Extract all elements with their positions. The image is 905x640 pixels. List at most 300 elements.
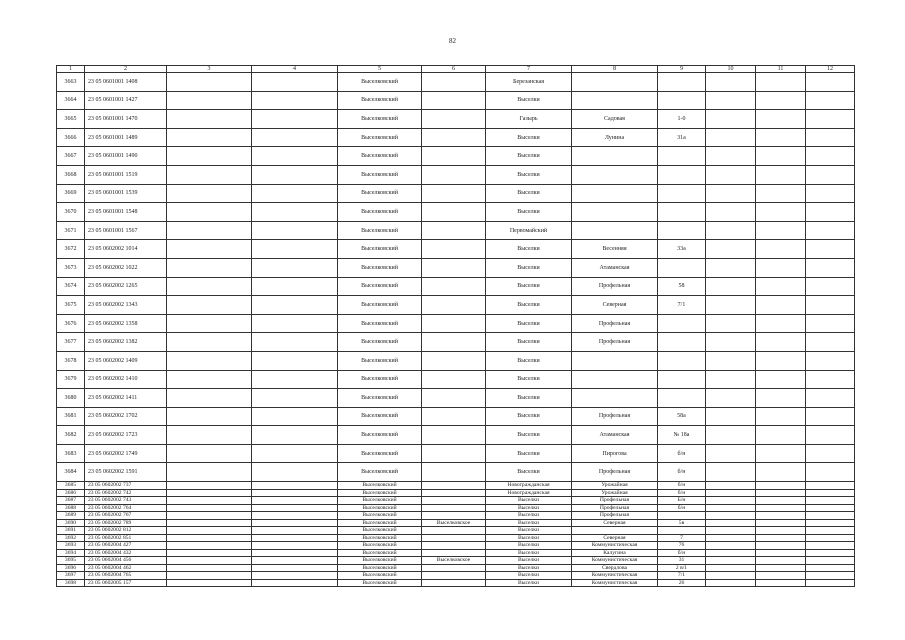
cell-row-number: 3679 xyxy=(57,370,85,389)
cell-col-10 xyxy=(706,91,756,110)
cell-row-number: 3667 xyxy=(57,147,85,166)
cell-locality: Выселки xyxy=(486,564,572,572)
cell-district: Выселковский xyxy=(338,203,422,222)
header-cell: 7 xyxy=(486,66,572,73)
cell-settlement-name xyxy=(422,489,486,497)
cell-col-12 xyxy=(806,463,855,482)
cell-house-number: 26 xyxy=(658,579,706,587)
cell-locality: Выселки xyxy=(486,497,572,505)
cell-district: Выселковский xyxy=(338,534,422,542)
cell-street: Садовая xyxy=(572,110,658,129)
cell-house-number: б/н xyxy=(658,463,706,482)
cell-col-10 xyxy=(706,534,756,542)
cell-settlement-name xyxy=(422,527,486,535)
table-row xyxy=(57,512,855,520)
cell-cadastral-number: 23 05 0602002 1410 xyxy=(85,370,167,389)
cell-col-4 xyxy=(252,296,338,315)
cell-row-number: 3686 xyxy=(57,489,85,497)
cell-row-number: 3672 xyxy=(57,240,85,259)
cell-cadastral-number: 23 05 0602002 789 xyxy=(85,519,167,527)
cell-col-4 xyxy=(252,579,338,587)
cell-col-10 xyxy=(706,572,756,580)
cell-locality: Выселки xyxy=(486,527,572,535)
cell-col-4 xyxy=(252,91,338,110)
cell-district: Выселковский xyxy=(338,497,422,505)
cell-locality: Газырь xyxy=(486,110,572,129)
table-row xyxy=(57,527,855,535)
cell-settlement-name xyxy=(422,549,486,557)
cell-col-4 xyxy=(252,221,338,240)
cell-col-11 xyxy=(756,579,806,587)
cell-row-number: 3693 xyxy=(57,542,85,550)
cell-col-12 xyxy=(806,110,855,129)
cell-settlement-name xyxy=(422,542,486,550)
table-row xyxy=(57,489,855,497)
cell-street: Профельная xyxy=(572,314,658,333)
cell-col-12 xyxy=(806,504,855,512)
cell-house-number xyxy=(658,203,706,222)
cell-col-11 xyxy=(756,426,806,445)
cell-locality: Выселки xyxy=(486,351,572,370)
cell-col-3 xyxy=(167,221,252,240)
cell-district: Выселковский xyxy=(338,370,422,389)
cell-locality: Выселки xyxy=(486,203,572,222)
cell-street: Профельная xyxy=(572,512,658,520)
cell-row-number: 3696 xyxy=(57,564,85,572)
cell-street xyxy=(572,370,658,389)
cell-row-number: 3688 xyxy=(57,504,85,512)
cell-district: Выселковский xyxy=(338,504,422,512)
cell-col-10 xyxy=(706,314,756,333)
cell-col-12 xyxy=(806,407,855,426)
cell-house-number: 7/1 xyxy=(658,572,706,580)
header-cell: 8 xyxy=(572,66,658,73)
cell-col-11 xyxy=(756,221,806,240)
cell-col-3 xyxy=(167,426,252,445)
table-row xyxy=(57,240,855,259)
cell-locality: Выселки xyxy=(486,128,572,147)
cell-col-4 xyxy=(252,426,338,445)
cell-col-12 xyxy=(806,519,855,527)
cell-col-10 xyxy=(706,504,756,512)
cell-street: Северная xyxy=(572,519,658,527)
cell-cadastral-number: 23 05 0602002 851 xyxy=(85,534,167,542)
cell-locality: Новогражданская xyxy=(486,482,572,490)
cell-district: Выселковский xyxy=(338,527,422,535)
cell-settlement-name xyxy=(422,482,486,490)
cell-street: Северная xyxy=(572,296,658,315)
cell-col-3 xyxy=(167,128,252,147)
cell-col-3 xyxy=(167,542,252,550)
cell-house-number xyxy=(658,512,706,520)
cell-locality: Выселки xyxy=(486,314,572,333)
cell-street: Профельная xyxy=(572,333,658,352)
header-cell: 10 xyxy=(706,66,756,73)
cell-street: Коммунистическая xyxy=(572,579,658,587)
cell-col-11 xyxy=(756,314,806,333)
cell-row-number: 3676 xyxy=(57,314,85,333)
cell-district: Выселковский xyxy=(338,184,422,203)
cell-col-11 xyxy=(756,351,806,370)
cell-district: Выселковский xyxy=(338,557,422,565)
cell-col-11 xyxy=(756,512,806,520)
cell-col-12 xyxy=(806,73,855,92)
cell-col-10 xyxy=(706,277,756,296)
cell-col-4 xyxy=(252,549,338,557)
table-row xyxy=(57,534,855,542)
cell-settlement-name xyxy=(422,444,486,463)
cell-col-3 xyxy=(167,463,252,482)
cell-col-3 xyxy=(167,91,252,110)
cell-col-3 xyxy=(167,564,252,572)
cell-locality: Первомайский xyxy=(486,221,572,240)
cell-row-number: 3695 xyxy=(57,557,85,565)
cell-col-11 xyxy=(756,184,806,203)
cell-row-number: 3687 xyxy=(57,497,85,505)
cell-col-4 xyxy=(252,110,338,129)
cell-district: Выселковский xyxy=(338,351,422,370)
cell-col-11 xyxy=(756,91,806,110)
cell-locality: Выселки xyxy=(486,296,572,315)
cell-col-4 xyxy=(252,542,338,550)
cell-col-10 xyxy=(706,512,756,520)
cell-col-11 xyxy=(756,389,806,408)
cell-col-12 xyxy=(806,527,855,535)
cell-locality: Выселки xyxy=(486,184,572,203)
cell-col-3 xyxy=(167,534,252,542)
cell-col-4 xyxy=(252,128,338,147)
cell-cadastral-number: 23 05 0601001 1489 xyxy=(85,128,167,147)
table-row xyxy=(57,221,855,240)
cell-locality: Выселки xyxy=(486,147,572,166)
cell-col-4 xyxy=(252,314,338,333)
cell-col-10 xyxy=(706,444,756,463)
cell-street xyxy=(572,527,658,535)
cell-district: Выселковский xyxy=(338,128,422,147)
cell-col-4 xyxy=(252,512,338,520)
cell-cadastral-number: 23 05 0602004 456 xyxy=(85,557,167,565)
cell-cadastral-number: 23 05 0601001 1490 xyxy=(85,147,167,166)
cell-settlement-name: Выселковское xyxy=(422,519,486,527)
table-row xyxy=(57,277,855,296)
cell-settlement-name xyxy=(422,258,486,277)
cell-col-12 xyxy=(806,370,855,389)
header-cell: 5 xyxy=(338,66,422,73)
cell-district: Выселковский xyxy=(338,463,422,482)
cell-col-12 xyxy=(806,549,855,557)
cell-settlement-name xyxy=(422,534,486,542)
cell-col-11 xyxy=(756,147,806,166)
cell-district: Выселковский xyxy=(338,258,422,277)
cell-district: Выселковский xyxy=(338,426,422,445)
cell-col-4 xyxy=(252,147,338,166)
cell-cadastral-number: 23 05 0601001 1470 xyxy=(85,110,167,129)
cell-house-number: 33а xyxy=(658,240,706,259)
cell-col-10 xyxy=(706,296,756,315)
cell-col-3 xyxy=(167,572,252,580)
cell-street: Профельная xyxy=(572,463,658,482)
cell-col-11 xyxy=(756,564,806,572)
cell-col-12 xyxy=(806,91,855,110)
cell-settlement-name xyxy=(422,165,486,184)
cell-district: Выселковский xyxy=(338,221,422,240)
table-row xyxy=(57,351,855,370)
cell-district: Выселковский xyxy=(338,296,422,315)
cell-house-number xyxy=(658,314,706,333)
register-table xyxy=(56,65,855,587)
cell-col-3 xyxy=(167,519,252,527)
cell-col-12 xyxy=(806,314,855,333)
cell-col-12 xyxy=(806,512,855,520)
cell-settlement-name xyxy=(422,512,486,520)
cell-col-12 xyxy=(806,579,855,587)
header-cell: 12 xyxy=(806,66,855,73)
cell-settlement-name xyxy=(422,314,486,333)
cell-house-number: 5в xyxy=(658,519,706,527)
table-row xyxy=(57,73,855,92)
cell-row-number: 3671 xyxy=(57,221,85,240)
cell-house-number xyxy=(658,165,706,184)
cell-locality: Выселки xyxy=(486,426,572,445)
cell-cadastral-number: 23 05 0602002 764 xyxy=(85,504,167,512)
cell-col-4 xyxy=(252,572,338,580)
cell-street: Атаманская xyxy=(572,258,658,277)
cell-house-number: Б/н xyxy=(658,497,706,505)
cell-cadastral-number: 23 05 0602002 1343 xyxy=(85,296,167,315)
cell-col-12 xyxy=(806,258,855,277)
cell-col-11 xyxy=(756,519,806,527)
table-row xyxy=(57,572,855,580)
cell-locality: Выселки xyxy=(486,240,572,259)
cell-col-11 xyxy=(756,240,806,259)
header-cell: 3 xyxy=(167,66,252,73)
cell-col-12 xyxy=(806,534,855,542)
header-cell: 4 xyxy=(252,66,338,73)
cell-col-11 xyxy=(756,407,806,426)
cell-row-number: 3698 xyxy=(57,579,85,587)
table-row xyxy=(57,184,855,203)
table-row xyxy=(57,389,855,408)
cell-col-4 xyxy=(252,203,338,222)
cell-col-4 xyxy=(252,73,338,92)
table-row xyxy=(57,497,855,505)
cell-col-3 xyxy=(167,389,252,408)
cell-street xyxy=(572,389,658,408)
cell-settlement-name: Выселковское xyxy=(422,557,486,565)
cell-street xyxy=(572,203,658,222)
cell-street xyxy=(572,165,658,184)
cell-row-number: 3690 xyxy=(57,519,85,527)
cell-row-number: 3680 xyxy=(57,389,85,408)
cell-col-12 xyxy=(806,542,855,550)
table-row xyxy=(57,426,855,445)
cell-col-4 xyxy=(252,504,338,512)
table-row xyxy=(57,91,855,110)
cell-col-11 xyxy=(756,165,806,184)
cell-district: Выселковский xyxy=(338,549,422,557)
cell-locality: Выселки xyxy=(486,504,572,512)
table-row xyxy=(57,549,855,557)
table-row xyxy=(57,165,855,184)
cell-settlement-name xyxy=(422,128,486,147)
cell-cadastral-number: 23 05 0602002 1022 xyxy=(85,258,167,277)
cell-col-3 xyxy=(167,351,252,370)
cell-col-4 xyxy=(252,534,338,542)
cell-col-10 xyxy=(706,240,756,259)
cell-house-number: 31 xyxy=(658,557,706,565)
cell-cadastral-number: 23 05 0602002 1409 xyxy=(85,351,167,370)
cell-col-4 xyxy=(252,240,338,259)
table-row xyxy=(57,463,855,482)
cell-settlement-name xyxy=(422,497,486,505)
cell-col-4 xyxy=(252,165,338,184)
cell-cadastral-number: 23 05 0602002 1265 xyxy=(85,277,167,296)
header-row xyxy=(57,66,855,73)
cell-house-number: 58 xyxy=(658,277,706,296)
cell-col-12 xyxy=(806,128,855,147)
cell-street xyxy=(572,147,658,166)
table-row xyxy=(57,258,855,277)
cell-cadastral-number: 23 05 0602004 432 xyxy=(85,549,167,557)
cell-district: Выселковский xyxy=(338,389,422,408)
cell-settlement-name xyxy=(422,110,486,129)
cell-col-12 xyxy=(806,184,855,203)
cell-col-11 xyxy=(756,557,806,565)
cell-district: Выселковский xyxy=(338,407,422,426)
cell-cadastral-number: 23 05 0602004 765 xyxy=(85,572,167,580)
page-number: 82 xyxy=(449,37,456,45)
cell-cadastral-number: 23 05 0602002 1014 xyxy=(85,240,167,259)
cell-col-3 xyxy=(167,110,252,129)
cell-col-3 xyxy=(167,489,252,497)
table-row xyxy=(57,504,855,512)
cell-locality: Выселки xyxy=(486,572,572,580)
cell-street xyxy=(572,351,658,370)
table-row xyxy=(57,147,855,166)
cell-col-3 xyxy=(167,333,252,352)
cell-locality: Выселки xyxy=(486,333,572,352)
cell-settlement-name xyxy=(422,221,486,240)
cell-col-10 xyxy=(706,351,756,370)
cell-settlement-name xyxy=(422,333,486,352)
header-cell: 1 xyxy=(57,66,85,73)
table-row xyxy=(57,519,855,527)
cell-row-number: 3684 xyxy=(57,463,85,482)
cell-col-4 xyxy=(252,482,338,490)
table-row xyxy=(57,110,855,129)
cell-street: Весенняя xyxy=(572,240,658,259)
cell-col-12 xyxy=(806,165,855,184)
cell-col-3 xyxy=(167,370,252,389)
table-row xyxy=(57,564,855,572)
cell-col-10 xyxy=(706,426,756,445)
cell-col-12 xyxy=(806,147,855,166)
cell-row-number: 3663 xyxy=(57,73,85,92)
cell-locality: Выселки xyxy=(486,407,572,426)
cell-district: Выселковский xyxy=(338,579,422,587)
cell-district: Выселковский xyxy=(338,482,422,490)
cell-col-12 xyxy=(806,426,855,445)
cell-col-11 xyxy=(756,128,806,147)
cell-house-number xyxy=(658,91,706,110)
cell-street: Коммунистическая xyxy=(572,557,658,565)
cell-col-11 xyxy=(756,444,806,463)
cell-house-number: б/н xyxy=(658,444,706,463)
cell-col-11 xyxy=(756,258,806,277)
table-row xyxy=(57,333,855,352)
cell-house-number xyxy=(658,333,706,352)
cell-row-number: 3674 xyxy=(57,277,85,296)
cell-col-11 xyxy=(756,497,806,505)
cell-district: Выселковский xyxy=(338,519,422,527)
cell-house-number xyxy=(658,184,706,203)
cell-district: Выселковский xyxy=(338,542,422,550)
cell-col-3 xyxy=(167,184,252,203)
cell-col-11 xyxy=(756,542,806,550)
cell-col-3 xyxy=(167,557,252,565)
cell-row-number: 3665 xyxy=(57,110,85,129)
cell-col-12 xyxy=(806,482,855,490)
cell-street xyxy=(572,184,658,203)
cell-row-number: 3664 xyxy=(57,91,85,110)
cell-locality: Выселки xyxy=(486,389,572,408)
cell-settlement-name xyxy=(422,203,486,222)
cell-col-10 xyxy=(706,128,756,147)
cell-col-10 xyxy=(706,497,756,505)
cell-col-3 xyxy=(167,482,252,490)
cell-cadastral-number: 23 05 0602002 1411 xyxy=(85,389,167,408)
cell-district: Выселковский xyxy=(338,277,422,296)
cell-street: Профельная xyxy=(572,497,658,505)
cell-col-4 xyxy=(252,463,338,482)
table-row xyxy=(57,370,855,389)
table-row xyxy=(57,128,855,147)
cell-col-10 xyxy=(706,184,756,203)
cell-street: Северная xyxy=(572,534,658,542)
cell-col-11 xyxy=(756,463,806,482)
cell-settlement-name xyxy=(422,147,486,166)
table-row xyxy=(57,557,855,565)
cell-cadastral-number: 23 05 0602002 1723 xyxy=(85,426,167,445)
cell-col-4 xyxy=(252,519,338,527)
cell-cadastral-number: 23 05 0602002 767 xyxy=(85,512,167,520)
cell-col-12 xyxy=(806,296,855,315)
cell-house-number: 76 xyxy=(658,542,706,550)
cell-col-4 xyxy=(252,557,338,565)
cell-row-number: 3683 xyxy=(57,444,85,463)
cell-locality: Выселки xyxy=(486,277,572,296)
cell-col-10 xyxy=(706,579,756,587)
cell-col-11 xyxy=(756,110,806,129)
cell-cadastral-number: 23 05 0602005 157 xyxy=(85,579,167,587)
cell-house-number: 58а xyxy=(658,407,706,426)
cell-settlement-name xyxy=(422,426,486,445)
cell-col-10 xyxy=(706,370,756,389)
cell-house-number: б/н xyxy=(658,549,706,557)
cell-district: Выселковский xyxy=(338,489,422,497)
cell-col-12 xyxy=(806,277,855,296)
cell-street: Профельная xyxy=(572,277,658,296)
cell-col-12 xyxy=(806,389,855,408)
cell-cadastral-number: 23 05 0602002 737 xyxy=(85,482,167,490)
cell-house-number: 7 xyxy=(658,534,706,542)
cell-col-4 xyxy=(252,370,338,389)
cell-col-4 xyxy=(252,527,338,535)
cell-col-12 xyxy=(806,557,855,565)
cell-col-10 xyxy=(706,258,756,277)
cell-locality: Выселки xyxy=(486,444,572,463)
cell-street xyxy=(572,73,658,92)
